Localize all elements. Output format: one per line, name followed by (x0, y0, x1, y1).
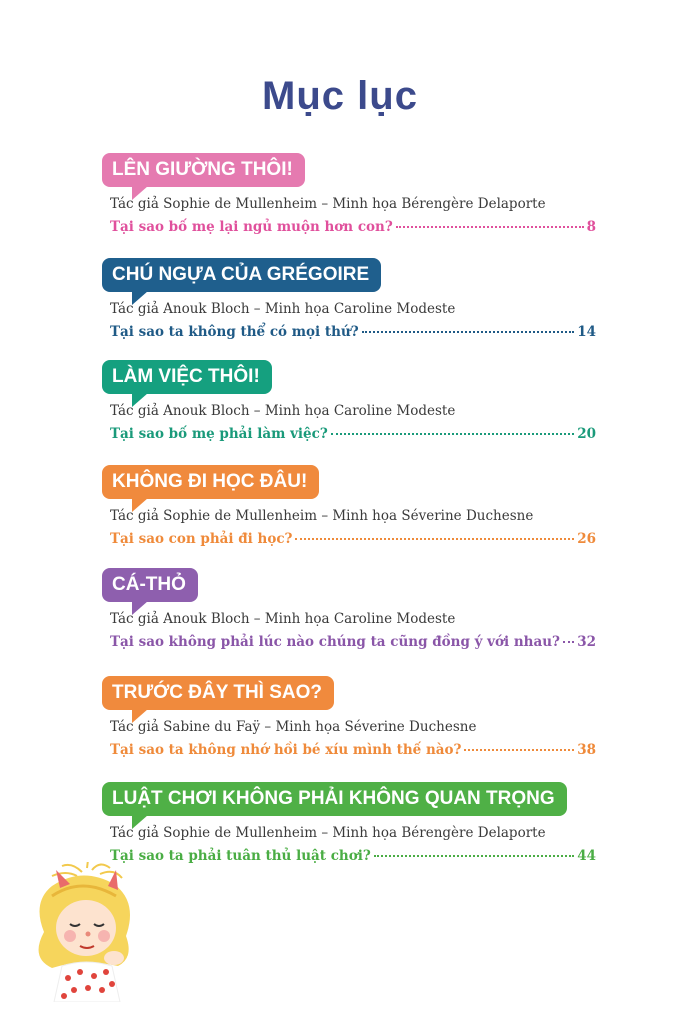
chapter-heading-bubble (102, 465, 319, 499)
chapter-heading-bubble (102, 676, 334, 710)
chapter-credits: Tác giả Sophie de Mullenheim – Minh họa Séverine Duchesne (110, 508, 534, 524)
toc-entry[interactable] (102, 258, 602, 340)
chapter-question-row[interactable] (110, 531, 596, 547)
chapter-heading-bubble (102, 153, 305, 187)
page-number: 32 (577, 634, 596, 650)
chapter-heading: KHÔNG ĐI HỌC ĐÂU! (112, 471, 308, 492)
chapter-question-row[interactable] (110, 219, 596, 235)
dot-leader (374, 855, 574, 857)
chapter-heading-bubble (102, 258, 381, 292)
toc-entry[interactable] (102, 360, 602, 442)
chapter-question-row[interactable] (110, 634, 596, 650)
toc-entry[interactable] (102, 782, 602, 864)
page-number: 14 (577, 324, 596, 340)
chapter-heading: LÀM VIỆC THÔI! (112, 366, 260, 387)
chapter-credits: Tác giả Anouk Bloch – Minh họa Caroline Modeste (110, 403, 456, 419)
page-number: 26 (577, 531, 596, 547)
girl-illustration (22, 862, 152, 1002)
toc-entry[interactable] (102, 153, 602, 235)
chapter-heading-bubble (102, 360, 272, 394)
dot-leader (464, 749, 574, 751)
dot-leader (295, 538, 574, 540)
chapter-credits: Tác giả Sophie de Mullenheim – Minh họa Bérengère Delaporte (110, 825, 546, 841)
chapter-question-row[interactable] (110, 848, 596, 864)
chapter-credits: Tác giả Anouk Bloch – Minh họa Caroline Modeste (110, 301, 456, 317)
chapter-heading: LUẬT CHƠI KHÔNG PHẢI KHÔNG QUAN TRỌNG (112, 788, 555, 809)
chapter-question: Tại sao ta phải tuân thủ luật chơi? (110, 848, 371, 864)
chapter-question: Tại sao ta không thể có mọi thứ? (110, 324, 359, 340)
chapter-heading-bubble (102, 782, 567, 816)
chapter-heading: TRƯỚC ĐÂY THÌ SAO? (112, 682, 323, 703)
dot-leader (563, 641, 574, 643)
chapter-question: Tại sao bố mẹ phải làm việc? (110, 426, 328, 442)
chapter-credits: Tác giả Sabine du Faÿ – Minh họa Séverine Duchesne (110, 719, 477, 735)
chapter-question: Tại sao con phải đi học? (110, 531, 293, 547)
chapter-question: Tại sao bố mẹ lại ngủ muộn hơn con? (110, 219, 393, 235)
page-number: 20 (577, 426, 596, 442)
chapter-question-row[interactable] (110, 426, 596, 442)
chapter-question-row[interactable] (110, 324, 596, 340)
chapter-heading: CHÚ NGỰA CỦA GRÉGOIRE (112, 264, 370, 285)
toc-entry[interactable] (102, 676, 602, 758)
chapter-credits: Tác giả Anouk Bloch – Minh họa Caroline Modeste (110, 611, 456, 627)
chapter-heading-bubble (102, 568, 198, 602)
page-number: 44 (577, 848, 596, 864)
chapter-credits: Tác giả Sophie de Mullenheim – Minh họa Bérengère Delaporte (110, 196, 546, 212)
chapter-question: Tại sao ta không nhớ hồi bé xíu mình thế nào? (110, 742, 462, 758)
chapter-question-row[interactable] (110, 742, 596, 758)
page-number: 8 (586, 219, 596, 235)
dot-leader (362, 331, 575, 333)
dot-leader (331, 433, 574, 435)
toc-entry[interactable] (102, 465, 602, 547)
dot-leader (396, 226, 584, 228)
page-number: 38 (577, 742, 596, 758)
toc-entry[interactable] (102, 568, 602, 650)
chapter-heading: CÁ-THỎ (112, 574, 186, 595)
chapter-question: Tại sao không phải lúc nào chúng ta cũng đồng ý với nhau? (110, 634, 560, 650)
page-title: Mục lục (262, 74, 418, 118)
chapter-heading: LÊN GIƯỜNG THÔI! (112, 159, 293, 180)
